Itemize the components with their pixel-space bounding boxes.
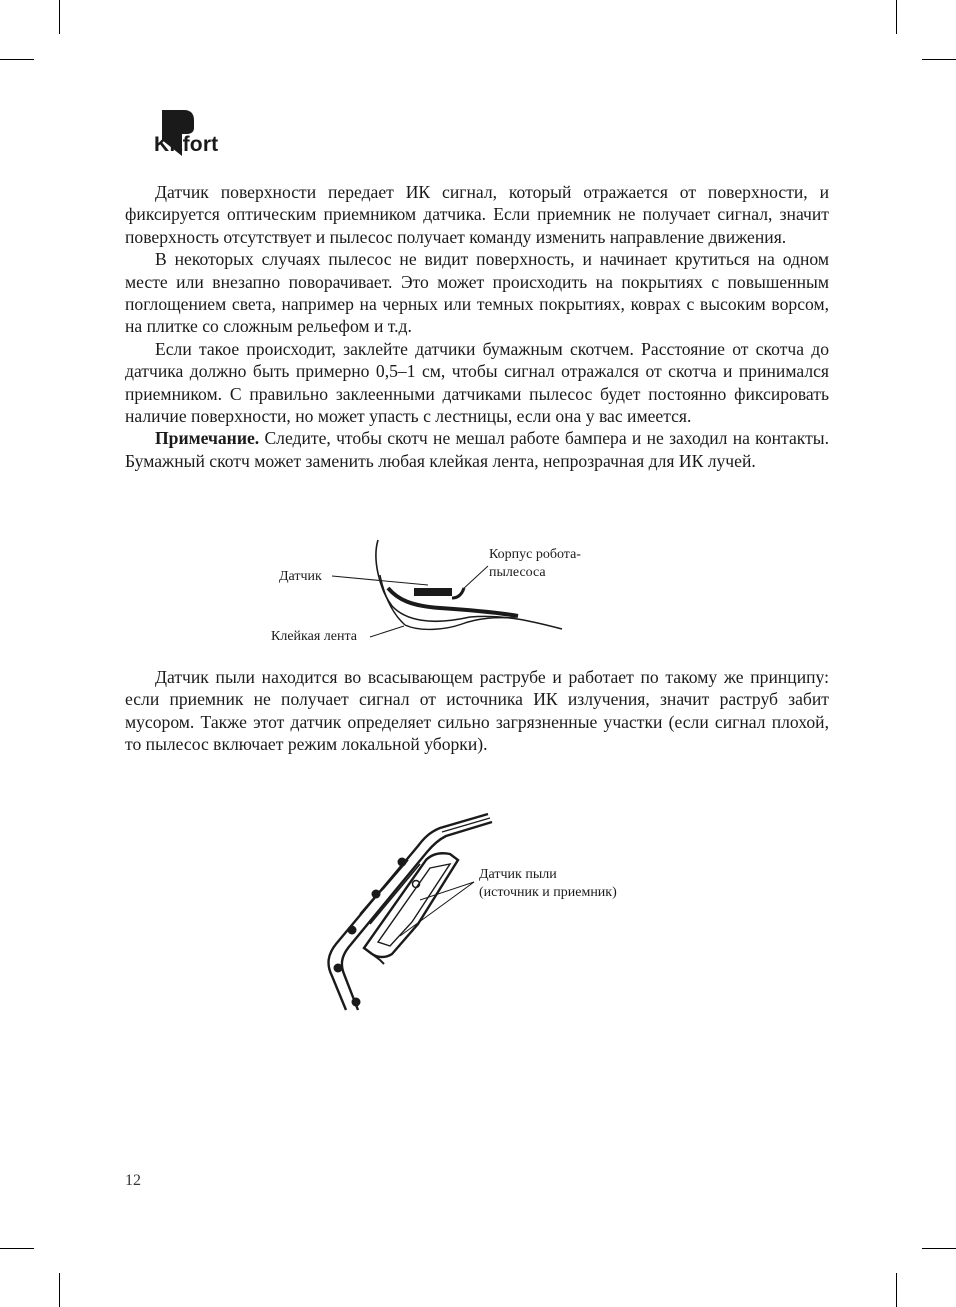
paragraph-surface-sensor: Датчик поверхности передает ИК сигнал, который отражается от поверхности, и фиксируется оптическим приемником датчика. Если приемник не получает сигнал, значит поверхность отсутствует и пылесос получает команду изменить направление движения. xyxy=(125,182,829,247)
paragraph-tape: Если такое происходит, заклейте датчики бумажным скотчем. Расстояние от скотча до датчика должно быть примерно 0,5–1 см, чтобы сигнал отражался от скотча и принимался приемником. С правильно заклеенными датчиками пылесос будет постоянно фиксировать наличие поверхности, но может упасть с лестницы, если она у вас имеется. xyxy=(125,338,829,427)
crop-mark-bottom-left-h xyxy=(0,1248,34,1249)
crop-mark-top-left-h xyxy=(0,59,34,60)
leader-dust-sensor-1 xyxy=(420,882,474,900)
sensor-block xyxy=(414,588,452,596)
paragraph-dust-sensor: Датчик пыли находится во всасывающем раструбе и работает по такому же принципу: если приемник не получает сигнал от источника ИК излучения, значит раструб забит мусором. Также этот датчик определяет сильно загрязненные участки (если сигнал плохой, то пылесос включает режим локальной уборки). xyxy=(125,667,829,755)
screw-hole-3 xyxy=(348,926,357,935)
dust-sensor-housing xyxy=(364,853,458,957)
leader-sensor xyxy=(332,576,428,585)
text-block-dust xyxy=(125,666,829,756)
screw-hole-1 xyxy=(398,858,407,867)
inlet-rim xyxy=(360,860,408,914)
brand-name: Kitfort xyxy=(154,133,219,156)
screw-hole-4 xyxy=(334,964,343,973)
crop-mark-bottom-right-h xyxy=(922,1248,956,1249)
leader-body xyxy=(462,566,488,590)
inlet-rim-2 xyxy=(370,864,420,924)
crop-mark-bottom-left xyxy=(59,1273,60,1307)
inlet-inner-frame xyxy=(342,822,492,1010)
page-number: 12 xyxy=(125,1172,141,1189)
label-robot-body-line2: пылесоса xyxy=(489,565,546,580)
leader-tape xyxy=(370,626,404,637)
text-block-top xyxy=(125,181,829,472)
label-sensor: Датчик xyxy=(279,569,322,584)
label-dust-sensor-line1: Датчик пыли xyxy=(479,867,557,882)
label-robot-body-line1: Корпус робота- xyxy=(489,547,581,562)
label-dust-sensor-line2: (источник и приемник) xyxy=(479,885,617,900)
crop-mark-top-left xyxy=(59,0,60,34)
note-label: Примечание. xyxy=(155,428,260,449)
body-curve xyxy=(452,588,464,598)
dust-sensor-inner xyxy=(378,864,450,946)
inlet-frame-third xyxy=(442,818,490,832)
paragraph-no-surface: В некоторых случаях пылесос не видит поверхность, и начинает крутиться на одном месте или внезапно поворачивает. Это может происходить на покрытиях с повышенным поглощением света, например на черных или темных покрытиях, коврах с высоким ворсом, на плитке со сложным рельефом и т.д. xyxy=(125,249,829,337)
label-adhesive-tape: Клейкая лента xyxy=(271,629,357,644)
crop-mark-top-right xyxy=(896,0,897,34)
screw-hole-2 xyxy=(372,890,381,899)
note-text: Следите, чтобы скотч не мешал работе бампера и не заходил на контакты. Бумажный скотч может заменить любая клейкая лента, непрозрачная для ИК лучей. xyxy=(125,428,829,471)
paragraph-note xyxy=(125,427,829,472)
crop-mark-top-right-h xyxy=(922,59,956,60)
dust-sensor-lip xyxy=(364,948,384,964)
crop-mark-bottom-right xyxy=(896,1273,897,1307)
tape-lower-curve xyxy=(405,618,515,630)
inlet-outer-frame xyxy=(329,814,488,1010)
leader-dust-sensor-2 xyxy=(400,882,474,936)
robot-body-lower-outline xyxy=(380,575,405,625)
dust-sensor-lens xyxy=(413,881,420,888)
screw-hole-5 xyxy=(352,998,361,1007)
adhesive-tape-strip xyxy=(388,588,518,616)
